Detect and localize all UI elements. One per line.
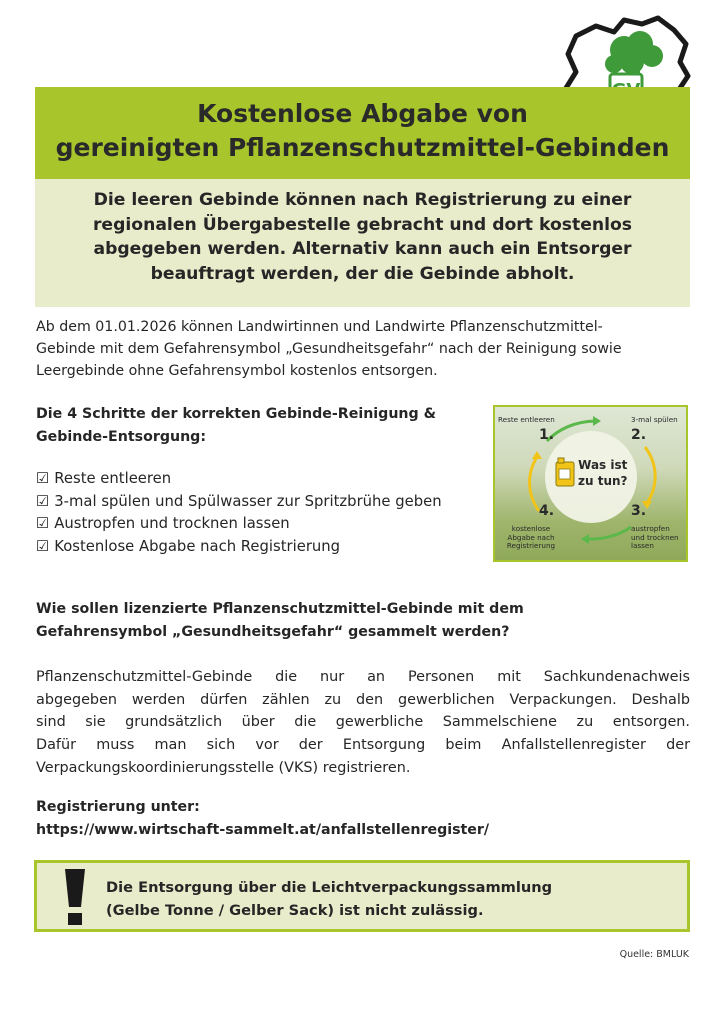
paragraph-line: abgegeben werden dürfen zählen zu den gewerblichen Verpackungen. Deshalb: [36, 691, 690, 708]
page-title: [35, 97, 690, 165]
intro-line: regionalen Übergabestelle gebracht und dort kostenlos: [92, 214, 633, 235]
cycle-label-line: Registrierung: [506, 541, 556, 550]
paragraph-line: Dafür muss man sich vor der Entsorgung beim Anfallstellenregister der: [36, 737, 690, 754]
checkbox-icon: ☑: [36, 537, 50, 555]
list-item: [36, 513, 442, 536]
source-credit: Quelle: BMLUK: [619, 949, 689, 960]
intro-line: beauftragt werden, der die Gebinde abholt.: [150, 263, 575, 284]
intro-line: abgegeben werden. Alternativ kann auch ein Entsorger: [93, 239, 632, 259]
cycle-step3-number: 3.: [631, 503, 647, 519]
paragraph-line: Verpackungskoordinierungsstelle (VKS) registrieren.: [36, 759, 411, 776]
notice-line: Die Entsorgung über die Leichtverpackungssammlung: [106, 879, 553, 896]
cycle-label-line: austropfen: [631, 524, 670, 533]
cycle-graphic: [493, 405, 688, 562]
heading-line: Gefahrensymbol „Gesundheitsgefahr“ gesammelt werden?: [36, 624, 510, 640]
heading-line: Die 4 Schritte der korrekten Gebinde-Reinigung &: [36, 406, 436, 422]
intro-text: [55, 188, 670, 286]
intro-line: Die leeren Gebinde können nach Registrierung zu einer: [93, 190, 632, 210]
registration-label: Registrierung unter:: [36, 799, 200, 815]
cycle-step2-number: 2.: [631, 427, 647, 443]
paragraph-line: Leergebinde ohne Gefahrensymbol kostenlos entsorgen.: [36, 363, 438, 379]
step-label: Austropfen und trocknen lassen: [54, 515, 290, 532]
notice-text: [106, 876, 552, 922]
cycle-step1-number: 1.: [539, 427, 555, 443]
list-item: [36, 491, 442, 514]
title-line: Kostenlose Abgabe von: [197, 99, 528, 128]
list-item: [36, 468, 442, 491]
cycle-label-line: kostenlose: [511, 524, 551, 533]
steps-heading: [36, 403, 466, 449]
canister-icon: [556, 458, 574, 486]
warning-notice: [34, 860, 690, 932]
question-line: zu tun?: [578, 474, 628, 488]
checkbox-icon: ☑: [36, 515, 50, 532]
exclamation-icon: [55, 867, 95, 927]
checkbox-icon: ☑: [36, 492, 50, 510]
registration-link[interactable]: https://www.wirtschaft-sammelt.at/anfallstellenregister/: [36, 822, 490, 838]
notice-line: (Gelbe Tonne / Gelber Sack) ist nicht zulässig.: [106, 902, 484, 919]
title-line: gereinigten Pflanzenschutzmittel-Gebinden: [55, 133, 670, 162]
paragraph-line: Pflanzenschutzmittel-Gebinde die nur an Personen mit Sachkundenachweis: [36, 669, 690, 685]
registration-block: [36, 796, 690, 842]
paragraph-line: sind sie grundsätzlich über die gewerbliche Sammelschiene zu entsorgen.: [36, 714, 690, 731]
list-item: [36, 536, 442, 559]
cycle-step4-number: 4.: [539, 503, 555, 519]
question-line: Was ist: [578, 458, 628, 472]
cycle-step1-label: Reste entleeren: [498, 415, 555, 424]
cycle-step3-label: [631, 525, 679, 551]
cycle-step4-label: [505, 525, 557, 551]
paragraph-line: Ab dem 01.01.2026 können Landwirtinnen und Landwirte Pflanzenschutzmittel-: [36, 319, 603, 335]
steps-list: [36, 468, 442, 558]
cycle-label-line: lassen: [631, 541, 654, 550]
checkbox-icon: ☑: [36, 470, 50, 487]
title-band: [35, 87, 690, 179]
intro-band: [35, 179, 690, 307]
explanation-paragraph: [36, 666, 690, 780]
heading-line: Gebinde-Entsorgung:: [36, 429, 207, 445]
cycle-label-line: Abgabe nach: [507, 532, 555, 542]
paragraph-line: Gebinde mit dem Gefahrensymbol „Gesundheitsgefahr“ nach der Reinigung sowie: [36, 341, 622, 357]
step-label: Kostenlose Abgabe nach Registrierung: [54, 537, 341, 555]
cycle-step2-label: 3-mal spülen: [631, 415, 678, 424]
cycle-label-line: und trocknen: [631, 532, 679, 542]
intro-paragraph: [36, 316, 690, 382]
question-heading: [36, 598, 690, 644]
heading-line: Wie sollen lizenzierte Pflanzenschutzmittel-Gebinde mit dem: [36, 601, 524, 617]
cycle-question: [578, 457, 628, 489]
step-label: 3-mal spülen und Spülwasser zur Spritzbrühe geben: [54, 492, 442, 510]
step-label: Reste entleeren: [54, 470, 172, 487]
